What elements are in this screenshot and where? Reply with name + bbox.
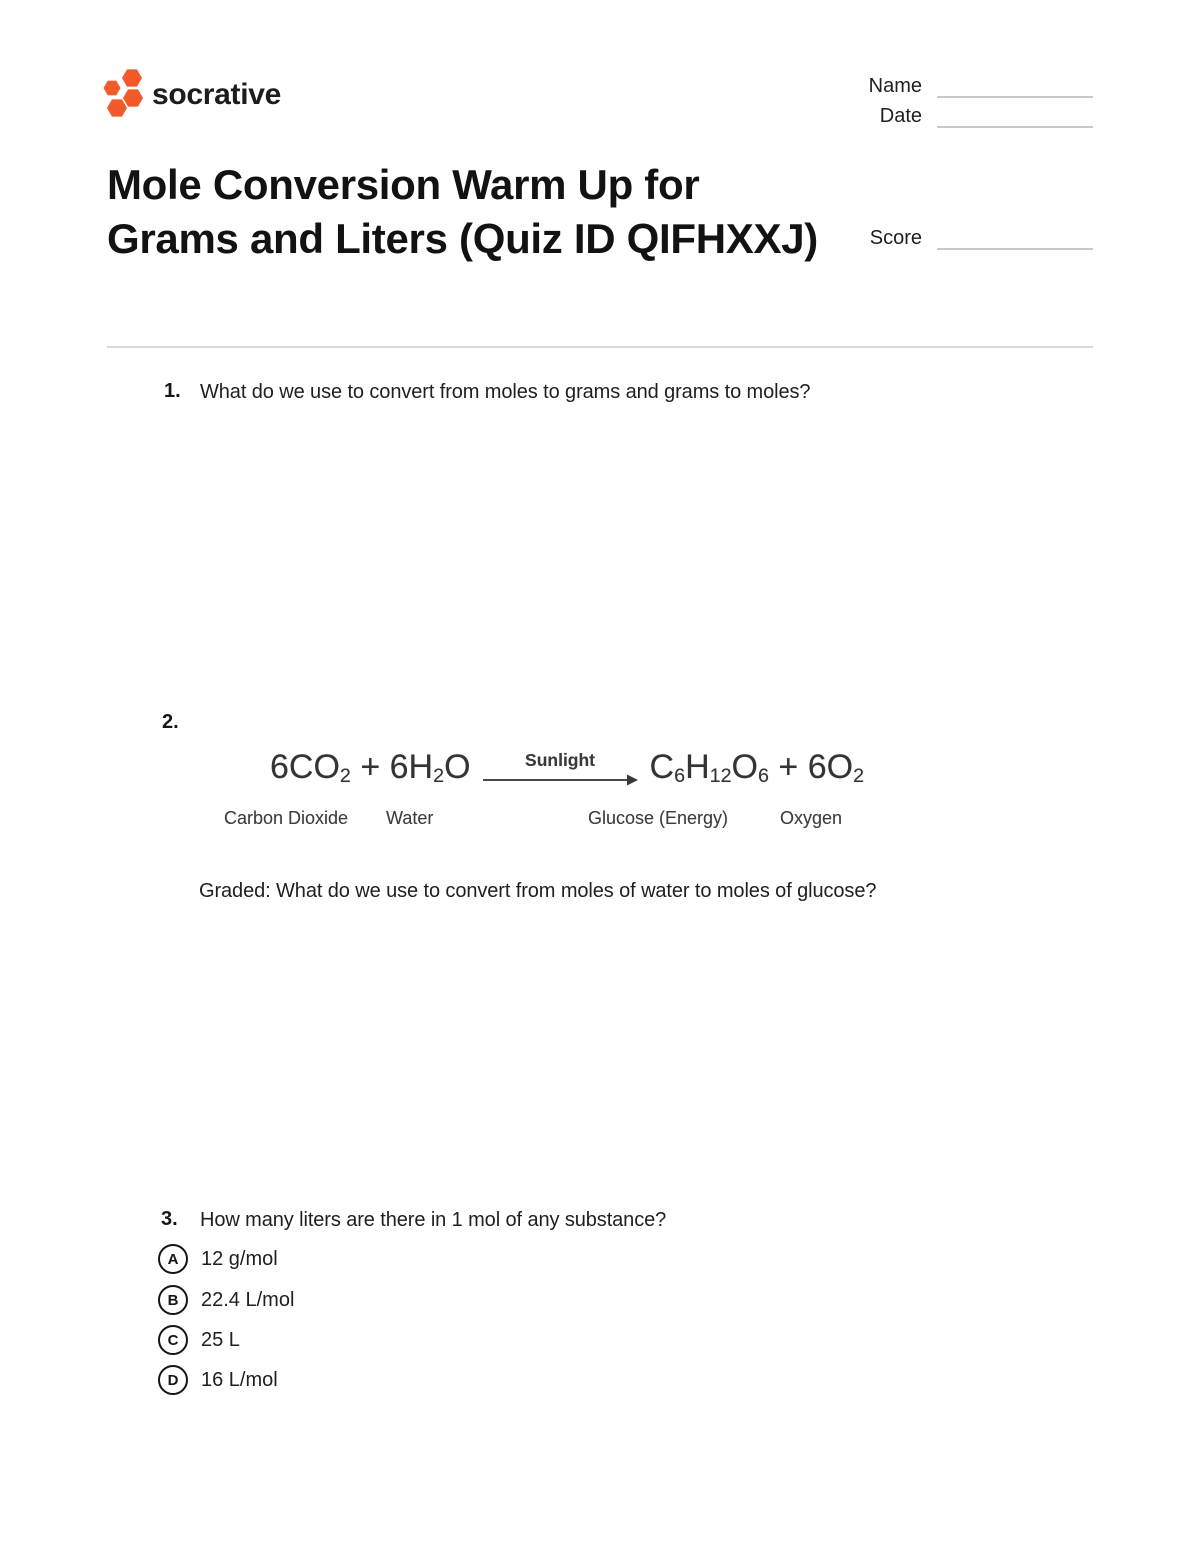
option-a-circle[interactable]: A [158, 1244, 188, 1274]
equation-reactants: $6CO_2 + 6H_2O$ [270, 748, 471, 787]
question-3-text: How many liters are there in 1 mol of any substance? [200, 1209, 667, 1231]
name-field-row [860, 74, 1093, 98]
option-d-text: 16 L/mol [201, 1368, 278, 1391]
score-blank-line[interactable] [937, 228, 1093, 250]
option-b-text: 22.4 L/mol [201, 1288, 295, 1311]
date-label: Date [879, 105, 922, 127]
reaction-arrow [483, 748, 638, 787]
socrative-wordmark: socrative [152, 78, 282, 111]
label-carbon-dioxide: Carbon Dioxide [224, 808, 349, 828]
option-a-text: 12 g/mol [201, 1247, 278, 1270]
question-3-number: 3. [161, 1208, 178, 1230]
label-glucose: Glucose (Energy) [588, 808, 729, 828]
answer-option-a [158, 1244, 278, 1274]
right-arrow-icon [483, 773, 638, 787]
arrow-condition-label: Sunlight [525, 750, 596, 770]
option-b-circle[interactable]: B [158, 1285, 188, 1315]
chemical-equation [270, 748, 864, 787]
name-label: Name [868, 75, 922, 97]
question-1-text: What do we use to convert from moles to grams and grams to moles? [200, 381, 811, 403]
option-c-text: 25 L [201, 1328, 240, 1351]
answer-option-b [158, 1285, 294, 1315]
question-2-graded-text: Graded: What do we use to convert from moles of water to moles of glucose? [199, 880, 877, 902]
name-blank-line[interactable] [937, 76, 1093, 98]
label-oxygen: Oxygen [780, 808, 843, 828]
date-field-row [860, 104, 1093, 128]
socrative-logo-icon [101, 62, 147, 120]
question-1-number: 1. [164, 380, 181, 402]
equation-products: $C_6H_{12}O_6 + 6O_2$ [649, 748, 865, 787]
option-d-circle[interactable]: D [158, 1365, 188, 1395]
answer-option-d [158, 1365, 278, 1395]
score-label: Score [869, 227, 922, 249]
option-c-circle[interactable]: C [158, 1325, 188, 1355]
header-divider [107, 346, 1093, 348]
question-2-number: 2. [162, 711, 179, 733]
score-field-row [860, 226, 1093, 250]
answer-option-c [158, 1325, 240, 1355]
label-water: Water [386, 808, 434, 828]
page-title: Mole Conversion Warm Up for Grams and Liters (Quiz ID QIFHXXJ) [107, 161, 818, 262]
date-blank-line[interactable] [937, 106, 1093, 128]
